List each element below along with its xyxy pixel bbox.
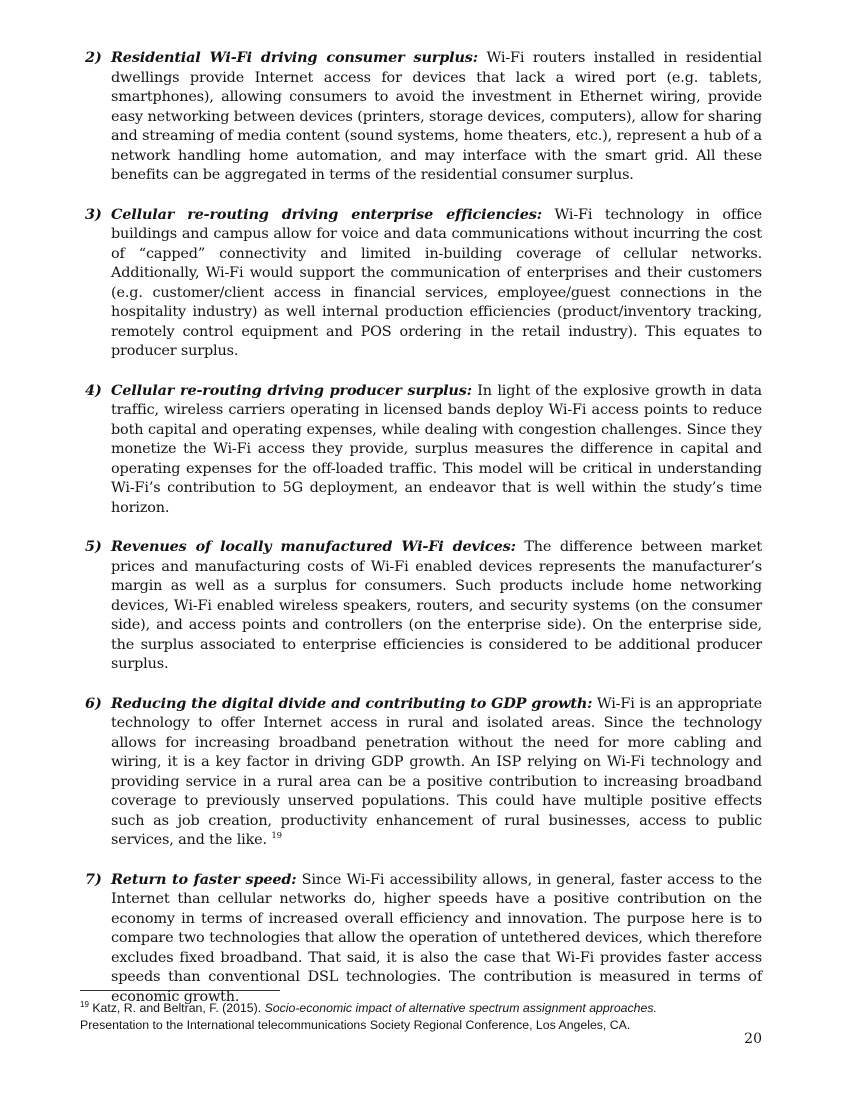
item-paragraph [111,48,762,186]
item-heading: Residential Wi-Fi driving consumer surplus: [111,49,478,66]
list-item [85,870,762,1008]
item-body: Wi-Fi routers installed in residential dwellings provide Internet access for devices that lack a wired port (e.g. tablets, smartphones), allowing consumers to avoid the investment in Ethernet wiring, provide easy networking between devices (printers, storage devices, computers), allow for sharing and streaming of media content (sound systems, home theaters, etc.), represent a hub of a network handling home automation, and may interface with the smart grid. All these benefits can be aggregated in terms of the residential consumer surplus. [111,50,762,183]
item-heading: Reducing the digital divide and contributing to GDP growth: [111,694,593,712]
item-heading: Revenues of locally manufactured Wi-Fi devices: [111,538,516,555]
item-paragraph [111,205,762,362]
list-item [85,537,762,675]
footnote [80,997,770,1033]
footnote-title: Socio-economic impact of alternative spectrum assignment approaches. [264,1001,657,1016]
footnote-divider [80,990,280,991]
benefits-list [85,48,762,1026]
item-body: Wi-Fi technology in office buildings and campus allow for voice and data communications without incurring the cost of “capped” connectivity and limited in-building coverage of cellular networks. Additionally, Wi-Fi would support the communication of enterprises and their customers (e.g. customer/client access in financial services, employee/guest connections in the hospitality industry) as well internal production efficiencies (product/inventory tracking, remotely control equipment and POS ordering in the retail industry). This equates to producer surplus. [111,206,762,359]
item-number: 4) [85,381,102,399]
item-paragraph [111,537,762,675]
item-paragraph [111,694,762,851]
item-number: 5) [85,538,102,555]
list-item [85,694,762,851]
item-heading: Cellular re-routing driving producer surplus: [111,381,472,399]
item-body: The difference between market prices and manufacturing costs of Wi-Fi enabled devices represents the manufacturer’s margin as well as a surplus for consumers. Such products include home networking devices, Wi-Fi enabled wireless speakers, routers, and security systems (on the consumer side), and access points and controllers (on the enterprise side). On the enterprise side, the surplus associated to enterprise efficiencies is considered to be additional producer surplus. [111,539,762,672]
page-number: 20 [744,1031,762,1047]
footnote-line-1 [80,997,770,1017]
item-number: 6) [85,694,102,712]
footnote-authors: Katz, R. and Beltran, F. (2015). [88,1001,265,1016]
item-body: Since Wi-Fi accessibility allows, in general, faster access to the Internet than cellular networks do, higher speeds have a positive contribution on the economy in terms of increased overall efficiency and innovation. The purpose here is to compare two technologies that allow the operation of untethered devices, which therefore excludes fixed broadband. That said, it is also the case that Wi-Fi provides faster access speeds than conventional DSL technologies. The contribution is measured in terms of economic growth. [111,871,762,1005]
item-number: 2) [85,49,102,66]
footnote-reference[interactable]: 19 [271,831,282,842]
list-item [85,205,762,362]
item-number: 7) [85,870,102,888]
list-item [85,381,762,519]
item-body: In light of the explosive growth in data traffic, wireless carriers operating in licensed bands deploy Wi-Fi access points to reduce both capital and operating expenses, while dealing with congestion challenges. Since they monetize the Wi-Fi access they provide, surplus measures the difference in capital and operating expenses for the off-loaded traffic. This model will be critical in understanding Wi-Fi’s contribution to 5G deployment, an endeavor that is well within the study’s time horizon. [111,382,762,516]
list-item [85,48,762,186]
item-heading: Return to faster speed: [111,870,297,888]
item-paragraph [111,870,762,1008]
item-heading: Cellular re-routing driving enterprise efficiencies: [111,205,542,223]
item-paragraph [111,381,762,519]
item-body: Wi-Fi is an appropriate technology to offer Internet access in rural and isolated areas. Since the technology allows for increasing broadband penetration without the need for more cabling and wiring, it is a key factor in driving GDP growth. An ISP relying on Wi-Fi technology and providing service in a rural area can be a positive contribution to increasing broadband coverage to previously unserved populations. This could have multiple positive effects such as job creation, productivity enhancement of rural businesses, access to public services, and the like. [111,695,762,848]
footnote-venue: Presentation to the International telecommunications Society Regional Conference, Los Angeles, CA. [80,1017,631,1032]
footnote-marker: 19 [80,1000,89,1009]
item-number: 3) [85,205,102,223]
